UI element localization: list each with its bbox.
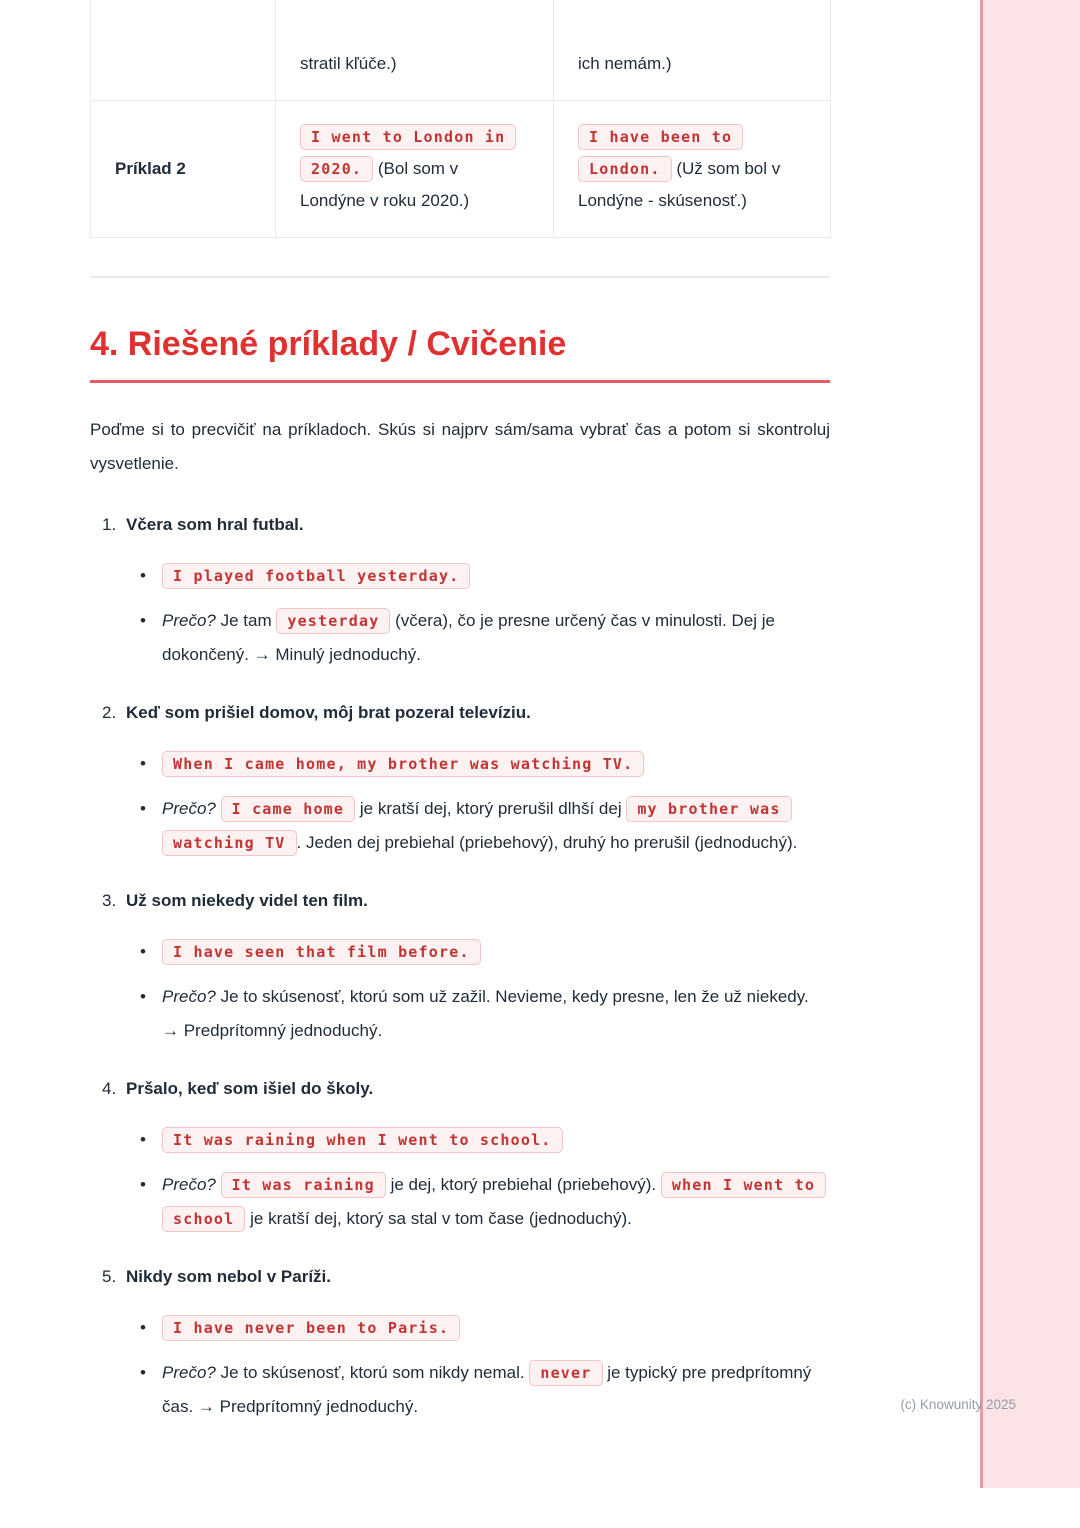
exercise-number: 4. xyxy=(102,1079,117,1098)
inline-code-chip: never xyxy=(529,1360,602,1386)
inline-code-chip: I came home xyxy=(221,796,356,822)
document-content xyxy=(90,0,830,1424)
exercise-answer xyxy=(140,747,830,781)
exercise-item-2 xyxy=(90,699,830,860)
exercise-heading xyxy=(90,887,830,915)
exercise-heading xyxy=(90,511,830,539)
emphasis-text: Prečo? xyxy=(162,1363,216,1382)
exercise-bullets xyxy=(90,1311,830,1424)
table-row-example2 xyxy=(91,101,831,238)
text-segment xyxy=(216,799,221,818)
text-segment: je kratší dej, ktorý sa stal v tom čase (jednoduchý). xyxy=(245,1209,632,1228)
text-segment: . Jeden dej prebiehal (priebehový), druhý ho prerušil (jednoduchý). xyxy=(296,833,798,852)
text-segment: (Už som bol v Londýne - skúsenosť.) xyxy=(578,159,781,210)
exercise-heading xyxy=(90,1075,830,1103)
answer-code-chip: I have never been to Paris. xyxy=(162,1315,460,1341)
exercise-answer xyxy=(140,1311,830,1345)
exercise-item-3 xyxy=(90,887,830,1048)
past-example-text xyxy=(300,121,510,217)
exercise-list xyxy=(90,511,830,1424)
emphasis-text: Prečo? xyxy=(162,1175,216,1194)
text-segment: je kratší dej, ktorý prerušil dlhší dej xyxy=(355,799,627,818)
emphasis-text: Prečo? xyxy=(162,987,216,1006)
exercise-bullets xyxy=(90,1123,830,1236)
section-heading: 4. Riešené príklady / Cvičenie xyxy=(90,324,830,383)
perfect-example-text xyxy=(578,121,788,217)
exercise-number: 1. xyxy=(102,515,117,534)
intro-paragraph: Poďme si to precvičiť na príkladoch. Skús si najprv sám/sama vybrať čas a potom si skontroluj vysvetlenie. xyxy=(90,420,830,473)
exercise-title: Pršalo, keď som išiel do školy. xyxy=(126,1079,374,1098)
exercise-title: Nikdy som nebol v Paríži. xyxy=(126,1267,332,1286)
answer-code-chip: When I came home, my brother was watching TV. xyxy=(162,751,644,777)
emphasis-text: Prečo? xyxy=(162,799,216,818)
text-segment: Je to skúsenosť, ktorú som už zažil. Nevieme, kedy presne, len že už niekedy. → Predprítomný jednoduchý. xyxy=(162,987,809,1040)
inline-code-chip: yesterday xyxy=(276,608,390,634)
exercise-number: 5. xyxy=(102,1267,117,1286)
exercise-number: 2. xyxy=(102,703,117,722)
inline-code-chip: I have been to London. xyxy=(578,124,743,182)
text-segment: je typický pre predprítomný čas. → Predprítomný jednoduchý. xyxy=(162,1363,812,1416)
answer-code-chip: I have seen that film before. xyxy=(162,939,481,965)
exercise-answer xyxy=(140,559,830,593)
table-cell-example-label: Príklad 2 xyxy=(91,101,276,238)
perfect-tail-text: ich nemám.) xyxy=(578,54,672,73)
inline-code-chip: I went to London in 2020. xyxy=(300,124,516,182)
exercise-bullets xyxy=(90,559,830,672)
exercise-bullets xyxy=(90,747,830,860)
emphasis-text: Prečo? xyxy=(162,611,216,630)
section-divider xyxy=(90,276,830,278)
exercise-number: 3. xyxy=(102,891,117,910)
exercise-explanation xyxy=(140,980,830,1048)
text-segment: (Bol som v Londýne v roku 2020.) xyxy=(300,159,470,210)
answer-code-chip: It was raining when I went to school. xyxy=(162,1127,563,1153)
exercise-explanation xyxy=(140,604,830,672)
text-segment: (včera), čo je presne určený čas v minulosti. Dej je dokončený. → Minulý jednoduchý. xyxy=(162,611,775,664)
inline-code-chip: my brother was watching TV xyxy=(162,796,792,856)
exercise-heading xyxy=(90,1263,830,1291)
exercise-explanation xyxy=(140,1356,830,1424)
page-edge-strip xyxy=(980,0,1080,1488)
past-tail-text: stratil kľúče.) xyxy=(300,54,397,73)
exercise-answer xyxy=(140,1123,830,1157)
exercise-explanation xyxy=(140,1168,830,1236)
table-cell-empty-label xyxy=(91,0,276,101)
table-cell-perfect-tail xyxy=(554,0,831,101)
table-cell-perfect-example xyxy=(554,101,831,238)
exercise-title: Keď som prišiel domov, môj brat pozeral televíziu. xyxy=(126,703,531,722)
text-segment: Je to skúsenosť, ktorú som nikdy nemal. xyxy=(215,1363,530,1382)
text-segment: Je tam xyxy=(215,611,277,630)
exercise-title: Včera som hral futbal. xyxy=(126,515,304,534)
exercise-bullets xyxy=(90,935,830,1048)
table-cell-past-tail xyxy=(276,0,554,101)
tense-comparison-table xyxy=(90,0,831,238)
exercise-item-4 xyxy=(90,1075,830,1236)
inline-code-chip: It was raining xyxy=(221,1172,386,1198)
text-segment: je dej, ktorý prebiehal (priebehový). xyxy=(385,1175,661,1194)
answer-code-chip: I played football yesterday. xyxy=(162,563,470,589)
exercise-item-5 xyxy=(90,1263,830,1424)
exercise-title: Už som niekedy videl ten film. xyxy=(126,891,368,910)
exercise-item-1 xyxy=(90,511,830,672)
inline-code-chip: when I went to school xyxy=(162,1172,826,1232)
text-segment xyxy=(216,1175,221,1194)
watermark-text: (c) Knowunity 2025 xyxy=(900,1397,1016,1412)
exercise-answer xyxy=(140,935,830,969)
table-cell-past-example xyxy=(276,101,554,238)
exercise-heading xyxy=(90,699,830,727)
table-row-partial xyxy=(91,0,831,101)
exercise-explanation xyxy=(140,792,830,860)
